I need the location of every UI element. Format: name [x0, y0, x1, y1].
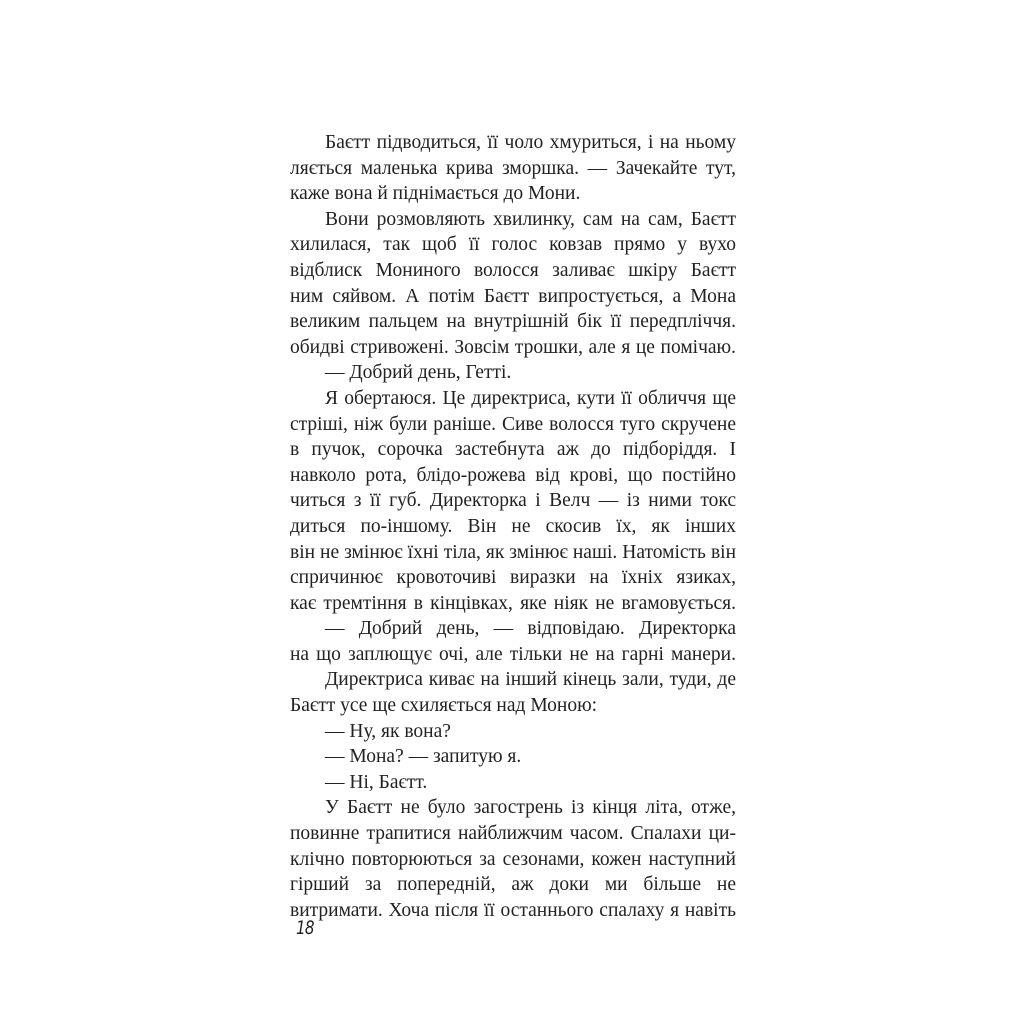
text-line: обидві стривожені. Зовсім трошки, але я це помічаю.: [290, 336, 736, 358]
text-line: в пучок, сорочка застебнута аж до підборіддя. І: [290, 439, 736, 461]
text-line: Вони розмовляють хвилинку, сам на сам, Баєтт: [325, 208, 736, 230]
page-number: 18: [296, 917, 314, 939]
text-line: — Добрий день, — відповідаю. Директорка: [325, 618, 736, 640]
body-text: [290, 130, 736, 923]
text-line: великим пальцем на внутрішній бік її передпліччя.: [290, 311, 736, 333]
text-line: У Баєтт не було загострень із кінця літа, отже,: [325, 797, 736, 819]
text-line: клічно повторюються за сезонами, кожен наступний: [290, 848, 736, 870]
text-line: диться по-іншому. Він не скосив їх, як інших: [290, 515, 736, 537]
text-line: ляється маленька крива зморшка. — Зачекайте тут,: [290, 157, 736, 179]
text-line: Баєтт усе ще схиляється над Моною:: [290, 695, 598, 717]
text-line: Директриса киває на інший кінець зали, туди, де: [325, 669, 736, 691]
text-line: — Ні, Баєтт.: [325, 771, 428, 793]
text-line: Баєтт підводиться, її чоло хмуриться, і на ньому: [325, 132, 736, 153]
text-line: каже вона й піднімається до Мони.: [290, 183, 581, 205]
text-line: Я обертаюся. Це директриса, кути її обличчя ще: [325, 387, 736, 409]
text-line: читься з її губ. Директорка і Велч — із ними токс: [290, 490, 736, 512]
text-line: гірший за попередній, аж доки ми більше не: [290, 874, 736, 896]
text-line: повинне трапитися найближчим часом. Спалахи ци-: [290, 823, 736, 845]
text-line: він не змінює їхні тіла, як змінює наші. Натомість він: [290, 541, 736, 563]
text-line: спричинює кровоточиві виразки на їхніх язиках,: [290, 567, 736, 589]
text-line: — Ну, як вона?: [325, 720, 451, 742]
text-line: хилилася, так щоб її голос ковзав прямо у вухо: [290, 234, 736, 256]
text-line: навколо рота, блідо-рожева від крові, що постійно: [290, 464, 736, 486]
text-line: ним сяйвом. А потім Баєтт випростується, а Мона: [290, 285, 736, 307]
text-line: на що заплющує очі, але тільки не на гарні манери.: [290, 643, 736, 665]
text-line: стріші, ніж були раніше. Сиве волосся туго скручене: [290, 413, 736, 435]
text-line: витримати. Хоча після її останнього спалаху я навіть: [290, 899, 736, 921]
text-line: — Мона? — запитую я.: [325, 746, 522, 768]
text-line: — Добрий день, Гетті.: [325, 362, 512, 384]
text-line: відблиск Мониного волосся заливає шкіру Баєтт: [290, 259, 736, 281]
text-line: кає тремтіння в кінцівках, яке ніяк не вгамовується.: [290, 592, 736, 614]
